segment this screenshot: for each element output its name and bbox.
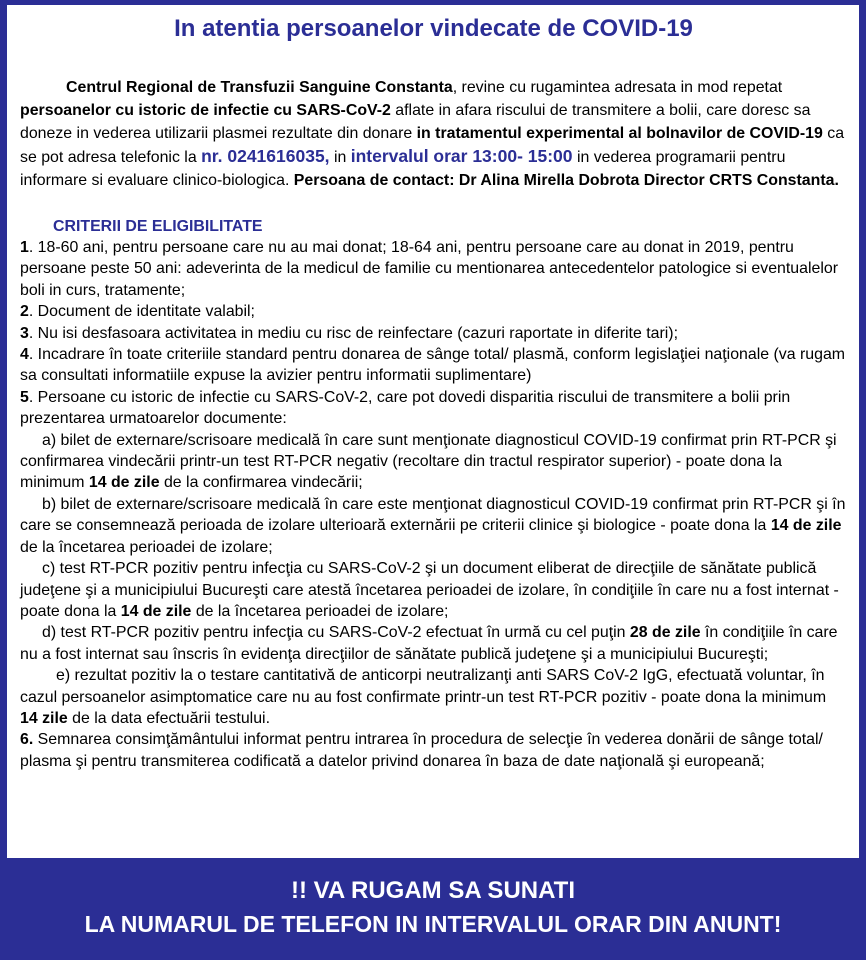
sub-criterion-b xyxy=(20,494,847,558)
criterion-text: . Incadrare în toate criteriile standard pentru donarea de sânge total/ plasmă, conform legislaţiei naţionale (va rugam sa consultati informatiile expuse la avizier pentru informatii suplimentare) xyxy=(20,346,846,385)
criterion-number: 4 xyxy=(20,346,29,364)
criterion-text: Semnarea consimţământului informat pentru intrarea în procedura de selecţie în vederea donării de sânge total/ plasma şi pentru transmiterea codificată a datelor privind donarea în baza de date naţională şi europeană; xyxy=(20,731,823,770)
criterion-text: . 18-60 ani, pentru persoane care nu au mai donat; 18-64 ani, pentru persoane care au donat in 2019, pentru persoane peste 50 ani: adeverinta de la medicul de familie cu mentionarea antecedentelor patologice si eventualelor boli in curs, tratamente; xyxy=(20,239,839,299)
criterion-2 xyxy=(20,301,847,322)
criterion-1 xyxy=(20,237,847,301)
sub-criterion-text: în condiţiile în care nu a fost internat sau înscris în evidenţa direcţiilor de sănătate publică judeţene şi a municipiului Bucureşti; xyxy=(20,624,838,663)
criterion-number: 2 xyxy=(20,303,29,321)
sub-criterion-text: de la încetarea perioadei de izolare; xyxy=(20,538,273,556)
criterion-text: . Document de identitate valabil; xyxy=(28,303,255,321)
criterion-number: 6. xyxy=(20,731,34,749)
min-days: 14 zile xyxy=(20,709,68,727)
call-hours: intervalul orar 13:00- 15:00 xyxy=(350,146,573,166)
intro-text: in vederea programarii pentru informare si evaluare clinico-biologica. xyxy=(20,149,786,189)
criterion-number: 1 xyxy=(20,239,29,256)
footer-banner xyxy=(0,876,866,939)
org-name: Centrul Regional de Transfuzii Sanguine Constanta xyxy=(66,79,453,96)
notice-panel xyxy=(7,5,859,858)
sub-criterion-text: a) bilet de externare/scrisoare medicală în care sunt menţionate diagnosticul COVID-19 confirmat prin RT-PCR şi confirmarea vindecării printr-un test RT-PCR negativ (recoltare din tractul respirator superior) - poate dona la minimum xyxy=(20,431,837,492)
min-days: 14 de zile xyxy=(120,602,192,620)
footer-line-1: !! VA RUGAM SA SUNATI xyxy=(291,877,575,904)
criterion-4 xyxy=(20,344,847,387)
phone-number: nr. 0241616035, xyxy=(201,146,330,166)
sub-criterion-d xyxy=(20,622,847,665)
contact-person: Persoana de contact: Dr Alina Mirella Dobrota Director CRTS Constanta. xyxy=(293,172,839,189)
footer-line-2: LA NUMARUL DE TELEFON IN INTERVALUL ORAR DIN ANUNT! xyxy=(84,911,782,937)
min-days: 14 de zile xyxy=(88,474,160,492)
min-days: 28 de zile xyxy=(629,624,701,642)
intro-text: ca se pot adresa telefonic la xyxy=(20,125,845,166)
criterion-5 xyxy=(20,387,847,430)
intro-bold-text: in tratamentul experimental al bolnavilor de COVID-19 xyxy=(416,125,823,142)
criterion-text: . Nu isi desfasoara activitatea in mediu cu risc de reinfectare (cazuri raportate in diferite tari); xyxy=(28,324,678,342)
criteria-list xyxy=(20,237,847,772)
criterion-3 xyxy=(20,323,847,344)
criterion-number: 5 xyxy=(20,388,29,406)
intro-bold-text: persoanelor cu istoric de infectie cu SARS-CoV-2 xyxy=(20,102,391,119)
intro-paragraph xyxy=(20,76,847,192)
criterion-6 xyxy=(20,729,847,772)
sub-criterion-text: d) test RT-PCR pozitiv pentru infecţia cu SARS-CoV-2 efectuat în urmă cu cel puţin xyxy=(42,624,630,642)
criterion-number: 3 xyxy=(20,324,29,342)
sub-criterion-text: b) bilet de externare/scrisoare medicală în care este menţionat diagnosticul COVID-19 confirmat prin RT-PCR şi în care se consemnează perioada de izolare ulterioară externării pe criterii clinice şi biologice - poate dona la xyxy=(20,495,846,535)
sub-criterion-text: c) test RT-PCR pozitiv pentru infecţia cu SARS-CoV-2 şi un document eliberat de direcţiile de sănătate publică judeţene şi a municipiului Bucureşti care atestă încetarea perioadei de izolare, în condiţiile în care nu a fost internat - poate dona la xyxy=(20,560,839,620)
sub-criterion-text: de la data efectuării testului. xyxy=(67,709,270,727)
sub-criterion-c xyxy=(20,558,847,622)
intro-text: , revine cu rugamintea adresata in mod repetat xyxy=(452,79,783,96)
page-title: In atentia persoanelor vindecate de COVID-19 xyxy=(174,15,693,42)
sub-criterion-text: de la încetarea perioadei de izolare; xyxy=(191,602,449,620)
sub-criterion-a xyxy=(20,430,847,494)
min-days: 14 de zile xyxy=(770,517,842,535)
sub-criterion-text: de la confirmarea vindecării; xyxy=(159,474,363,492)
criteria-heading: CRITERII DE ELIGIBILITATE xyxy=(53,218,263,235)
criterion-text: . Persoane cu istoric de infectie cu SARS-CoV-2, care pot dovedi disparitia riscului de transmitere a bolii prin prezentarea urmatoarelor documente: xyxy=(20,388,791,428)
intro-text: in xyxy=(329,149,351,166)
sub-criterion-e xyxy=(20,665,847,729)
intro-text: aflate in afara riscului de transmitere a bolii, care doresc sa doneze in vederea utilizarii plasmei rezultate din donare xyxy=(20,102,811,142)
sub-criterion-text: e) rezultat pozitiv la o testare cantitativă de anticorpi neutralizanţi anti SARS CoV-2 IgG, efectuată voluntar, în cazul persoanelor asimptomatice care nu au fost confirmate printr-un test RT-PCR pozitiv - poate dona la minimum xyxy=(20,667,827,706)
